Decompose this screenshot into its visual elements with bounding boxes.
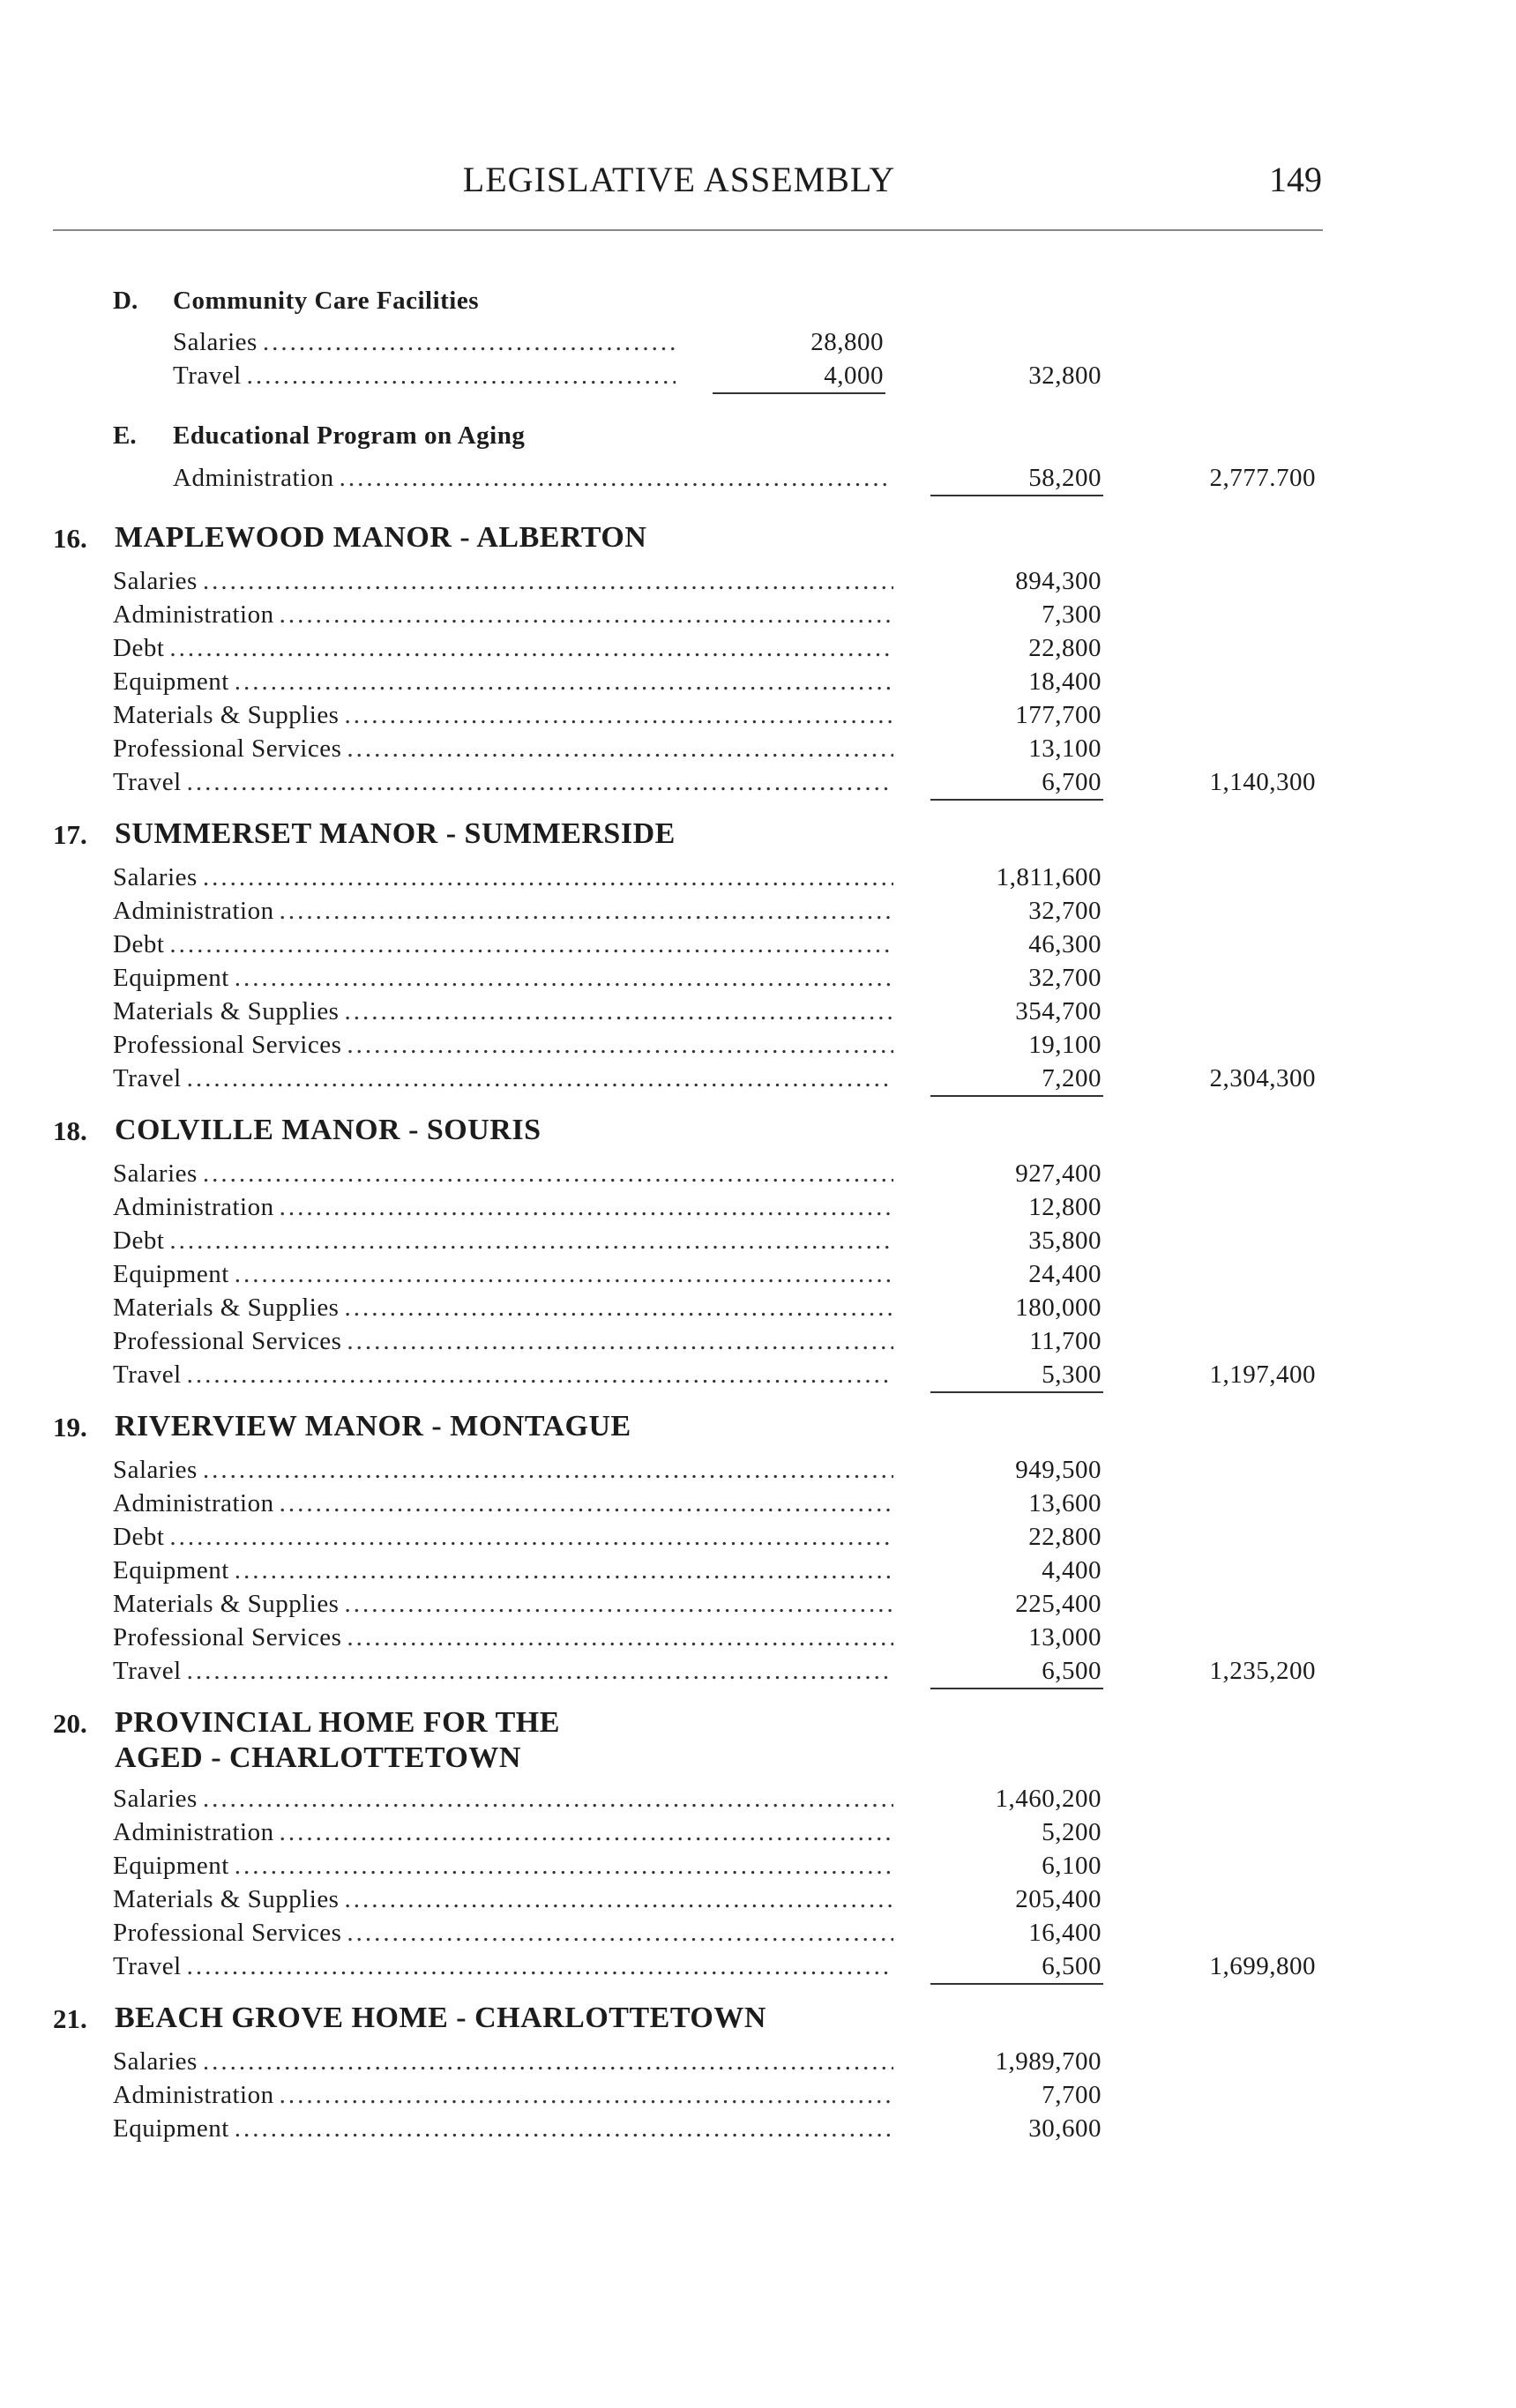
line-item-amount: 13,000	[1028, 1623, 1102, 1651]
line-item	[113, 1062, 893, 1095]
line-item-amount: 6,100	[1042, 1852, 1102, 1880]
subsection-title: Educational Program on Aging	[173, 421, 526, 450]
leader-dots	[280, 1190, 893, 1224]
line-item	[113, 861, 893, 894]
leader-dots	[203, 1157, 893, 1190]
line-item-label: Salaries	[113, 1785, 198, 1813]
line-item-label: Administration	[113, 1193, 274, 1221]
line-item	[113, 1654, 893, 1688]
line-item	[113, 1621, 893, 1654]
header-rule	[53, 229, 1323, 231]
leader-dots	[203, 2045, 893, 2078]
line-item	[113, 665, 893, 698]
line-item-label: Professional Services	[113, 1327, 342, 1355]
line-item-amount: 354,700	[1015, 997, 1102, 1025]
leader-dots	[235, 961, 893, 995]
leader-dots	[280, 894, 893, 928]
leader-dots	[187, 1654, 893, 1688]
section-total: 1,197,400	[1209, 1361, 1316, 1389]
line-item-label: Administration	[113, 1489, 274, 1517]
line-item	[113, 1487, 893, 1520]
line-item-label: Administration	[113, 2081, 274, 2109]
section-title: COLVILLE MANOR - SOURIS	[115, 1114, 541, 1146]
leader-dots	[344, 1882, 893, 1916]
line-item	[173, 461, 887, 495]
leader-dots	[169, 1224, 893, 1257]
line-item	[173, 359, 676, 392]
line-item-amount: 180,000	[1015, 1293, 1102, 1322]
line-item	[113, 765, 893, 799]
line-item-amount: 46,300	[1028, 930, 1102, 958]
line-item-amount: 4,000	[824, 359, 884, 392]
leader-dots	[280, 1487, 893, 1520]
line-item-label: Equipment	[113, 964, 229, 992]
line-item	[113, 1224, 893, 1257]
section-number: 16.	[53, 523, 87, 554]
line-item-label: Travel	[113, 1361, 182, 1389]
line-item-label: Equipment	[113, 667, 229, 696]
line-item-label: Travel	[113, 1064, 182, 1092]
line-item	[113, 995, 893, 1028]
line-item-amount: 30,600	[1028, 2114, 1102, 2143]
line-item	[113, 1157, 893, 1190]
line-item	[113, 1190, 893, 1224]
line-item-amount: 13,100	[1028, 734, 1102, 763]
line-item-amount: 16,400	[1028, 1919, 1102, 1947]
line-item-label: Materials & Supplies	[113, 1293, 340, 1322]
leader-dots	[340, 461, 887, 495]
leader-dots	[235, 1257, 893, 1291]
line-item-amount: 5,200	[1042, 1818, 1102, 1846]
leader-dots	[280, 2078, 893, 2112]
leader-dots	[187, 765, 893, 799]
leader-dots	[347, 1028, 893, 1062]
line-item	[113, 2078, 893, 2112]
line-item-amount: 4,400	[1042, 1556, 1102, 1584]
line-item	[113, 928, 893, 961]
line-item-amount: 7,200	[1042, 1062, 1102, 1095]
line-item	[113, 1554, 893, 1587]
leader-dots	[235, 1849, 893, 1882]
line-item-amount: 35,800	[1028, 1226, 1102, 1255]
line-item	[113, 1950, 893, 1983]
line-item-label: Professional Services	[113, 1623, 342, 1651]
line-item-amount: 6,700	[1042, 765, 1102, 799]
line-item	[113, 1453, 893, 1487]
line-item	[113, 1358, 893, 1391]
line-item-label: Salaries	[113, 863, 198, 891]
leader-dots	[280, 598, 893, 631]
line-item-amount: 225,400	[1015, 1590, 1102, 1618]
line-item-amount: 18,400	[1028, 667, 1102, 696]
line-item	[113, 1815, 893, 1849]
line-item-label: Salaries	[113, 2047, 198, 2076]
line-item	[113, 1882, 893, 1916]
section-number: 18.	[53, 1115, 87, 1146]
leader-dots	[247, 359, 676, 392]
line-item-label: Professional Services	[113, 734, 342, 763]
line-item-label: Administration	[113, 600, 274, 629]
leader-dots	[344, 995, 893, 1028]
leader-dots	[347, 1916, 893, 1950]
line-item-label: Travel	[173, 362, 242, 390]
line-item	[113, 961, 893, 995]
subsection-letter: E.	[113, 421, 137, 450]
line-item	[113, 564, 893, 598]
line-item-amount: 1,989,700	[995, 2047, 1102, 2076]
line-item	[113, 894, 893, 928]
leader-dots	[280, 1815, 893, 1849]
line-item-label: Professional Services	[113, 1919, 342, 1947]
line-item-label: Equipment	[113, 1852, 229, 1880]
line-item-label: Debt	[113, 1226, 165, 1255]
section-title: BEACH GROVE HOME - CHARLOTTETOWN	[115, 2002, 766, 2034]
section-total: 2,777.700	[1209, 464, 1316, 492]
line-item	[113, 598, 893, 631]
leader-dots	[347, 1621, 893, 1654]
subsection-title: Community Care Facilities	[173, 287, 480, 315]
line-item-amount: 32,700	[1028, 897, 1102, 925]
section-total: 2,304,300	[1209, 1064, 1316, 1092]
line-item-amount: 949,500	[1015, 1456, 1102, 1484]
line-item-label: Travel	[113, 1657, 182, 1685]
line-item-amount: 894,300	[1015, 567, 1102, 595]
page-number: 149	[1269, 160, 1322, 199]
leader-dots	[169, 928, 893, 961]
line-item-amount: 22,800	[1028, 634, 1102, 662]
line-item	[113, 1849, 893, 1882]
leader-dots	[187, 1950, 893, 1983]
line-item-amount: 12,800	[1028, 1193, 1102, 1221]
section-number: 21.	[53, 2003, 87, 2034]
section-title: RIVERVIEW MANOR - MONTAGUE	[115, 1410, 631, 1443]
line-item-label: Materials & Supplies	[113, 1590, 340, 1618]
line-item-label: Salaries	[113, 1159, 198, 1188]
leader-dots	[235, 2112, 893, 2145]
line-item-label: Travel	[113, 1952, 182, 1980]
section-total: 1,140,300	[1209, 768, 1316, 796]
line-item	[113, 1587, 893, 1621]
line-item-amount: 28,800	[810, 328, 884, 356]
line-item	[113, 1782, 893, 1815]
leader-dots	[235, 1554, 893, 1587]
line-item-label: Travel	[113, 768, 182, 796]
line-item-amount: 927,400	[1015, 1159, 1102, 1188]
leader-dots	[347, 732, 893, 765]
line-item-amount: 6,500	[1042, 1654, 1102, 1688]
line-item	[113, 732, 893, 765]
line-item	[173, 325, 676, 359]
line-item-label: Equipment	[113, 2114, 229, 2143]
line-item-label: Debt	[113, 634, 165, 662]
line-item-amount: 13,600	[1028, 1489, 1102, 1517]
leader-dots	[169, 1520, 893, 1554]
line-item-amount: 177,700	[1015, 701, 1102, 729]
line-item-amount: 11,700	[1029, 1327, 1102, 1355]
leader-dots	[235, 665, 893, 698]
leader-dots	[347, 1324, 893, 1358]
line-item-label: Salaries	[113, 567, 198, 595]
line-item	[113, 1520, 893, 1554]
leader-dots	[187, 1358, 893, 1391]
leader-dots	[203, 861, 893, 894]
section-number: 19.	[53, 1412, 87, 1443]
leader-dots	[187, 1062, 893, 1095]
leader-dots	[203, 1453, 893, 1487]
line-item-label: Salaries	[173, 328, 258, 356]
line-item	[113, 1028, 893, 1062]
leader-dots	[203, 1782, 893, 1815]
line-item	[113, 2045, 893, 2078]
line-item-amount: 19,100	[1028, 1031, 1102, 1059]
line-item-amount: 7,700	[1042, 2081, 1102, 2109]
line-item-amount: 7,300	[1042, 600, 1102, 629]
line-item-amount: 24,400	[1028, 1260, 1102, 1288]
line-item-amount: 32,700	[1028, 964, 1102, 992]
section-title: PROVINCIAL HOME FOR THE	[115, 1706, 560, 1739]
leader-dots	[169, 631, 893, 665]
line-item-amount: 5,300	[1042, 1358, 1102, 1391]
line-item-label: Professional Services	[113, 1031, 342, 1059]
section-total: 1,699,800	[1209, 1952, 1316, 1980]
section-title: MAPLEWOOD MANOR - ALBERTON	[115, 521, 647, 554]
line-item-amount: 205,400	[1015, 1885, 1102, 1913]
line-item	[113, 1324, 893, 1358]
section-title-line2: AGED - CHARLOTTETOWN	[115, 1741, 521, 1774]
section-title: SUMMERSET MANOR - SUMMERSIDE	[115, 817, 676, 850]
line-item	[113, 631, 893, 665]
line-item	[113, 1291, 893, 1324]
line-item-label: Equipment	[113, 1556, 229, 1584]
leader-dots	[344, 1587, 893, 1621]
subtotal-amount: 32,800	[1028, 362, 1102, 390]
section-number: 17.	[53, 819, 87, 850]
line-item-label: Salaries	[113, 1456, 198, 1484]
line-item-label: Equipment	[113, 1260, 229, 1288]
section-number: 20.	[53, 1708, 87, 1739]
line-item	[113, 2112, 893, 2145]
subsection-letter: D.	[113, 287, 138, 315]
page-title: LEGISLATIVE ASSEMBLY	[462, 160, 896, 199]
line-item-amount: 22,800	[1028, 1523, 1102, 1551]
leader-dots	[344, 1291, 893, 1324]
line-item-amount: 6,500	[1042, 1950, 1102, 1983]
leader-dots	[263, 325, 676, 359]
line-item-label: Administration	[113, 897, 274, 925]
leader-dots	[344, 698, 893, 732]
line-item-amount: 1,811,600	[996, 863, 1102, 891]
line-item-label: Debt	[113, 1523, 165, 1551]
leader-dots	[203, 564, 893, 598]
line-item-label: Debt	[113, 930, 165, 958]
line-item-label: Materials & Supplies	[113, 701, 340, 729]
line-item-label: Administration	[173, 464, 334, 492]
line-item	[113, 1916, 893, 1950]
line-item-amount: 58,200	[1028, 461, 1102, 495]
section-total: 1,235,200	[1209, 1657, 1316, 1685]
line-item	[113, 698, 893, 732]
line-item-label: Materials & Supplies	[113, 1885, 340, 1913]
line-item	[113, 1257, 893, 1291]
line-item-label: Administration	[113, 1818, 274, 1846]
line-item-label: Materials & Supplies	[113, 997, 340, 1025]
line-item-amount: 1,460,200	[995, 1785, 1102, 1813]
